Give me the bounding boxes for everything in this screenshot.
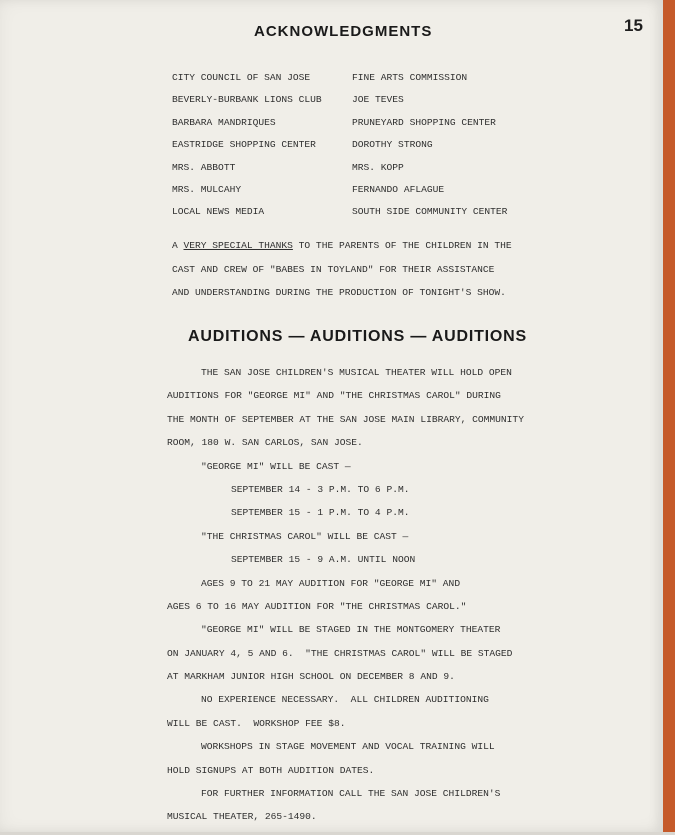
auditions-heading: AUDITIONS — AUDITIONS — AUDITIONS — [188, 328, 527, 345]
acknowledgment-item: CITY COUNCIL OF SAN JOSE — [172, 72, 311, 83]
auditions-line: "GEORGE MI" WILL BE STAGED IN THE MONTGOMERY THEATER — [201, 624, 501, 636]
auditions-line: HOLD SIGNUPS AT BOTH AUDITION DATES. — [167, 764, 375, 776]
auditions-line: ON JANUARY 4, 5 AND 6. "THE CHRISTMAS CAROL" WILL BE STAGED — [167, 647, 513, 659]
acknowledgment-item: MRS. KOPP — [352, 161, 404, 173]
auditions-line: WORKSHOPS IN STAGE MOVEMENT AND VOCAL TRAINING WILL — [201, 741, 495, 753]
acknowledgment-item: MRS. ABBOTT — [172, 161, 236, 173]
thanks-line: CAST AND CREW OF "BABES IN TOYLAND" FOR THEIR ASSISTANCE — [172, 263, 495, 275]
auditions-line: AGES 6 TO 16 MAY AUDITION FOR "THE CHRISTMAS CAROL." — [167, 600, 467, 612]
auditions-line: THE SAN JOSE CHILDREN'S MUSICAL THEATER WILL HOLD OPEN — [201, 367, 512, 378]
special-thanks-paragraph — [172, 240, 512, 311]
audition-date-line: SEPTEMBER 14 - 3 P.M. TO 6 P.M. — [231, 483, 410, 495]
auditions-line: "THE CHRISTMAS CAROL" WILL BE CAST — — [201, 530, 409, 542]
acknowledgment-item: SOUTH SIDE COMMUNITY CENTER — [352, 206, 508, 218]
acknowledgment-item: FINE ARTS COMMISSION — [352, 72, 468, 83]
auditions-line: WILL BE CAST. WORKSHOP FEE $8. — [167, 717, 346, 729]
acknowledgment-item: LOCAL NEWS MEDIA — [172, 206, 265, 218]
acknowledgments-left-column — [172, 72, 322, 229]
auditions-line: AGES 9 TO 21 MAY AUDITION FOR "GEORGE MI" AND — [201, 577, 461, 589]
very-special-thanks-emphasis: VERY SPECIAL THANKS — [183, 240, 293, 251]
acknowledgment-item: FERNANDO AFLAGUE — [352, 183, 445, 195]
acknowledgment-item: BEVERLY-BURBANK LIONS CLUB — [172, 94, 322, 106]
acknowledgments-heading: ACKNOWLEDGMENTS — [254, 23, 433, 40]
acknowledgment-item: EASTRIDGE SHOPPING CENTER — [172, 139, 316, 151]
auditions-line: ROOM, 180 W. SAN CARLOS, SAN JOSE. — [167, 437, 363, 449]
thanks-line-rest: TO THE PARENTS OF THE CHILDREN IN THE — [292, 240, 512, 251]
auditions-line: NO EXPERIENCE NECESSARY. ALL CHILDREN AUDITIONING — [201, 694, 489, 706]
audition-date-line: SEPTEMBER 15 - 1 P.M. TO 4 P.M. — [231, 507, 410, 519]
auditions-line: MUSICAL THEATER, 265-1490. — [167, 811, 317, 823]
orange-page-edge — [663, 0, 675, 832]
thanks-line — [172, 240, 512, 264]
auditions-line: AUDITIONS FOR "GEORGE MI" AND "THE CHRISTMAS CAROL" DURING — [167, 390, 501, 402]
acknowledgments-right-column — [352, 72, 507, 229]
auditions-line: "GEORGE MI" WILL BE CAST — — [201, 460, 351, 472]
thanks-prefix: A — [172, 240, 184, 251]
page-number: 15 — [624, 16, 643, 35]
auditions-text — [167, 367, 547, 835]
acknowledgment-item: DOROTHY STRONG — [352, 139, 433, 151]
audition-date-line: SEPTEMBER 15 - 9 A.M. UNTIL NOON — [231, 554, 416, 566]
acknowledgment-item: PRUNEYARD SHOPPING CENTER — [352, 116, 496, 128]
acknowledgment-item: JOE TEVES — [352, 94, 404, 106]
thanks-line: AND UNDERSTANDING DURING THE PRODUCTION OF TONIGHT'S SHOW. — [172, 287, 506, 298]
auditions-line: FOR FURTHER INFORMATION CALL THE SAN JOSE CHILDREN'S — [201, 788, 501, 800]
acknowledgment-item: BARBARA MANDRIQUES — [172, 116, 276, 128]
auditions-line: THE MONTH OF SEPTEMBER AT THE SAN JOSE MAIN LIBRARY, COMMUNITY — [167, 413, 524, 425]
auditions-line: AT MARKHAM JUNIOR HIGH SCHOOL ON DECEMBER 8 AND 9. — [167, 671, 455, 683]
acknowledgment-item: MRS. MULCAHY — [172, 183, 242, 195]
